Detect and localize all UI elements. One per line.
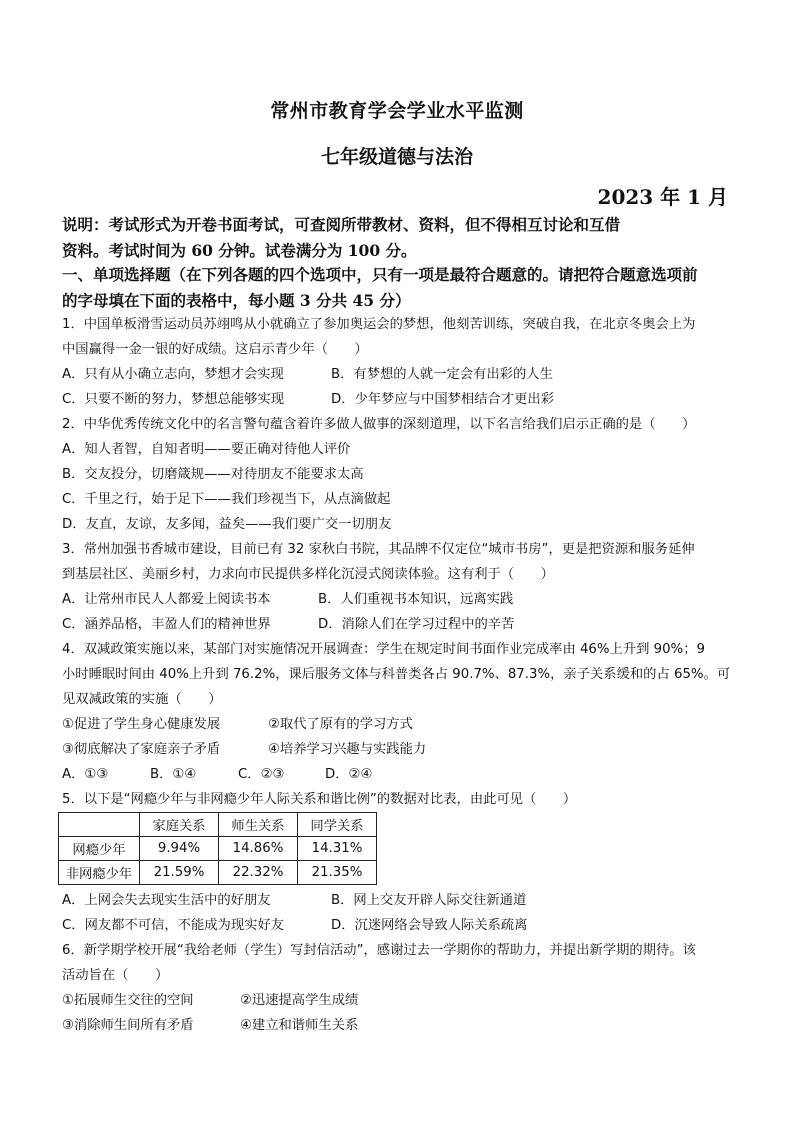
q5-option-b: B．网上交友开辟人际交往新通道 — [331, 893, 527, 908]
q3-option-c: C．涵养品格，丰盈人们的精神世界 — [62, 617, 271, 632]
q4-statement-3: ③彻底解决了家庭亲子矛盾 — [62, 742, 221, 757]
q1-option-a: A．只有从小确立志向，梦想才会实现 — [62, 367, 284, 382]
q4-statement-4: ④培养学习兴趣与实践能力 — [268, 742, 427, 757]
q5-option-a: A．上网会失去现实生活中的好朋友 — [62, 893, 271, 908]
q2-option-c: C．千里之行，始于足下——我们珍视当下，从点滴做起 — [62, 492, 391, 507]
table-header-cell — [59, 813, 140, 837]
instructions-line-1: 说明：考试形式为开卷书面考试，可查阅所带教材、资料，但不得相互讨论和互借 — [62, 215, 621, 234]
q6-statement-2: ②迅速提高学生成绩 — [240, 993, 359, 1008]
q5-option-c: C．网友都不可信，不能成为现实好友 — [62, 918, 285, 933]
table-cell: 21.35% — [298, 861, 377, 885]
q3-stem-line-1: 3．常州加强书香城市建设，目前已有 32 家秋白书院，其品牌不仅定位“城市书房”，更是把资源和服务延伸 — [62, 542, 695, 557]
q2-option-d: D．友直，友谅，友多闻，益矣——我们要广交一切朋友 — [62, 517, 392, 532]
q4-option-d: D．②④ — [325, 767, 373, 782]
q3-option-b: B．人们重视书本知识，远离实践 — [318, 592, 514, 607]
q4-option-a: A．①③ — [62, 767, 109, 782]
table-cell: 网瘾少年 — [59, 837, 140, 861]
q4-option-b: B．①④ — [150, 767, 197, 782]
table-cell: 14.31% — [298, 837, 377, 861]
q1-option-b: B．有梦想的人就一定会有出彩的人生 — [331, 367, 553, 382]
q2-option-b: B．交友投分，切磨箴规——对待朋友不能要求太高 — [62, 467, 364, 482]
q5-stem: 5．以下是“网瘾少年与非网瘾少年人际关系和谐比例”的数据对比表，由此可见（ ） — [62, 792, 577, 807]
table-header-cell: 同学关系 — [298, 813, 377, 837]
table-cell: 22.32% — [219, 861, 298, 885]
q1-stem-line-2: 中国赢得一金一银的好成绩。这启示青少年（ ） — [62, 342, 368, 357]
table-row — [59, 861, 377, 885]
q4-stem-line-3: 见双减政策的实施（ ） — [62, 692, 222, 707]
q4-stem-line-2: 小时睡眠时间由 40%上升到 76.2%，课后服务文体与科普类各占 90.7%、87.3%，亲子关系缓和的占 65%。可 — [62, 667, 731, 682]
q4-statement-2: ②取代了原有的学习方式 — [268, 717, 413, 732]
table-header-cell: 家庭关系 — [140, 813, 219, 837]
table-cell: 非网瘾少年 — [59, 861, 140, 885]
table-header-cell: 师生关系 — [219, 813, 298, 837]
q6-stem-line-2: 活动旨在（ ） — [62, 968, 169, 983]
q1-option-d: D．少年梦应与中国梦相结合才更出彩 — [331, 392, 554, 407]
table-cell: 21.59% — [140, 861, 219, 885]
section-heading-line-1: 一、单项选择题（在下列各题的四个选项中，只有一项是最符合题意的。请把符合题意选项前 — [62, 265, 698, 284]
q1-stem-line-1: 1．中国单板滑雪运动员苏翊鸣从小就确立了参加奥运会的梦想，他刻苦训练，突破自我，在北京冬奥会上为 — [62, 317, 696, 332]
q6-stem-line-1: 6．新学期学校开展“我给老师（学生）写封信活动”，感谢过去一学期你的帮助力，并提出新学期的期待。该 — [62, 943, 696, 958]
q6-statement-1: ①拓展师生交往的空间 — [62, 993, 194, 1008]
table-cell: 9.94% — [140, 837, 219, 861]
table-cell: 14.86% — [219, 837, 298, 861]
section-heading-line-2: 的字母填在下面的表格中，每小题 3 分共 45 分） — [62, 291, 411, 310]
exam-subtitle: 七年级道德与法治 — [320, 146, 473, 168]
q6-statement-3: ③消除师生间所有矛盾 — [62, 1018, 194, 1033]
q3-option-a: A．让常州市民人人都爱上阅读书本 — [62, 592, 271, 607]
q4-option-c: C．②③ — [238, 767, 285, 782]
exam-date: 2023 年 1 月 — [597, 185, 728, 209]
q2-stem: 2．中华优秀传统文化中的名言警句蕴含着许多做人做事的深刻道理，以下名言给我们启示正确的是（ ） — [62, 417, 696, 432]
q5-option-d: D．沉迷网络会导致人际关系疏离 — [331, 918, 528, 933]
q4-statement-1: ①促进了学生身心健康发展 — [62, 717, 221, 732]
q1-option-c: C．只要不断的努力，梦想总能够实现 — [62, 392, 285, 407]
table-row — [59, 837, 377, 861]
q5-data-table — [58, 812, 377, 885]
table-header-row — [59, 813, 377, 837]
q2-option-a: A．知人者智，自知者明——要正确对待他人评价 — [62, 442, 351, 457]
q3-option-d: D．消除人们在学习过程中的辛苦 — [318, 617, 515, 632]
q4-stem-line-1: 4．双减政策实施以来，某部门对实施情况开展调查：学生在规定时间书面作业完成率由 46%上升到 90%；9 — [62, 642, 705, 657]
instructions-line-2: 资料。考试时间为 60 分钟。试卷满分为 100 分。 — [62, 241, 417, 260]
exam-title: 常州市教育学会学业水平监测 — [270, 100, 524, 122]
q6-statement-4: ④建立和谐师生关系 — [240, 1018, 359, 1033]
q3-stem-line-2: 到基层社区、美丽乡村，力求向市民提供多样化沉浸式阅读体验。这有利于（ ） — [62, 567, 554, 582]
